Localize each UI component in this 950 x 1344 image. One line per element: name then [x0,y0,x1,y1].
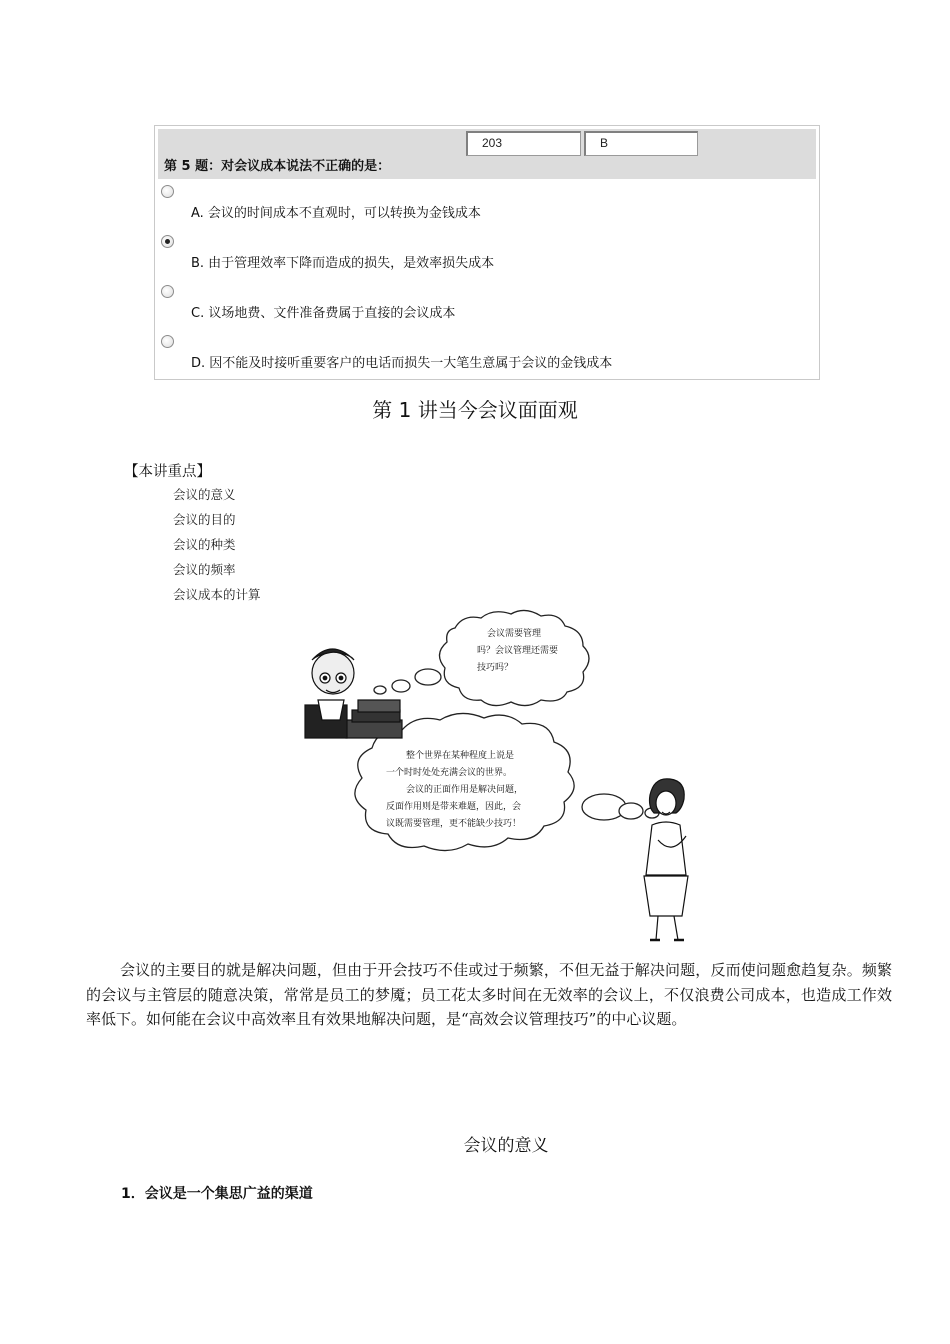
answer-field[interactable]: B [584,131,698,156]
key-point-item: 会议的目的 [173,512,236,527]
option-a-label: A. 会议的时间成本不直观时，可以转换为金钱成本 [191,206,481,221]
option-a-radio[interactable] [161,185,174,198]
subsection-title: 1．会议是一个集思广益的渠道 [121,1186,313,1202]
option-d-label: D. 因不能及时接听重要客户的电话而损失一大笔生意属于会议的金钱成本 [191,356,613,371]
man-bubble-line: 技巧吗？ [477,663,514,673]
woman-figure [644,779,688,940]
man-bubble-line: 吗？会议管理还需要 [477,646,559,656]
woman-bubble-line: 整个世界在某种程度上说是 [406,751,515,761]
woman-bubble-line: 议既需要管理，更不能缺少技巧！ [386,819,522,829]
radio-selected-dot [165,239,170,244]
option-b-label: B. 由于管理效率下降而造成的损失，是效率损失成本 [191,256,495,271]
woman-bubble-line: 一个时时处处充满会议的世界。 [386,768,513,778]
option-b-radio[interactable] [161,235,174,248]
score-field[interactable]: 203 [466,131,581,156]
woman-bubble-line: 会议的正面作用是解决问题， [406,785,524,795]
key-point-item: 会议的意义 [173,487,236,502]
quiz-header [158,129,816,179]
quiz-question-box [154,125,820,380]
key-point-item: 会议的频率 [173,562,236,577]
key-point-item: 会议成本的计算 [173,587,261,602]
lecture-title: 第 1 讲当今会议面面观 [372,398,578,422]
old-man-figure [305,649,402,738]
man-bubble-line: 会议需要管理 [487,629,542,639]
woman-bubble-text [386,748,523,833]
woman-bubble-line: 反面作用则是带来难题，因此，会 [386,802,522,812]
option-c-label: C. 议场地费、文件准备费属于直接的会议成本 [191,306,456,321]
intro-paragraph: 会议的主要目的就是解决问题，但由于开会技巧不佳或过于频繁，不但无益于解决问题，反而使问题愈趋复杂。频繁的会议与主管层的随意决策，常常是员工的梦魇；员工花太多时间在无效率的会议上，不仅浪费公司成本，也造成工作效率低下。如何能在会议中高效率且有效果地解决问题，是“高效会议管理技巧”的中心议题。 [86,961,892,1028]
key-points-title: 【本讲重点】 [124,464,211,480]
section-title: 会议的意义 [463,1136,549,1156]
man-bubble-text [477,626,558,677]
key-point-item: 会议的种类 [173,537,236,552]
option-c-radio[interactable] [161,285,174,298]
option-d-radio[interactable] [161,335,174,348]
quiz-question-title: 第 5 题：对会议成本说法不正确的是： [164,159,391,174]
